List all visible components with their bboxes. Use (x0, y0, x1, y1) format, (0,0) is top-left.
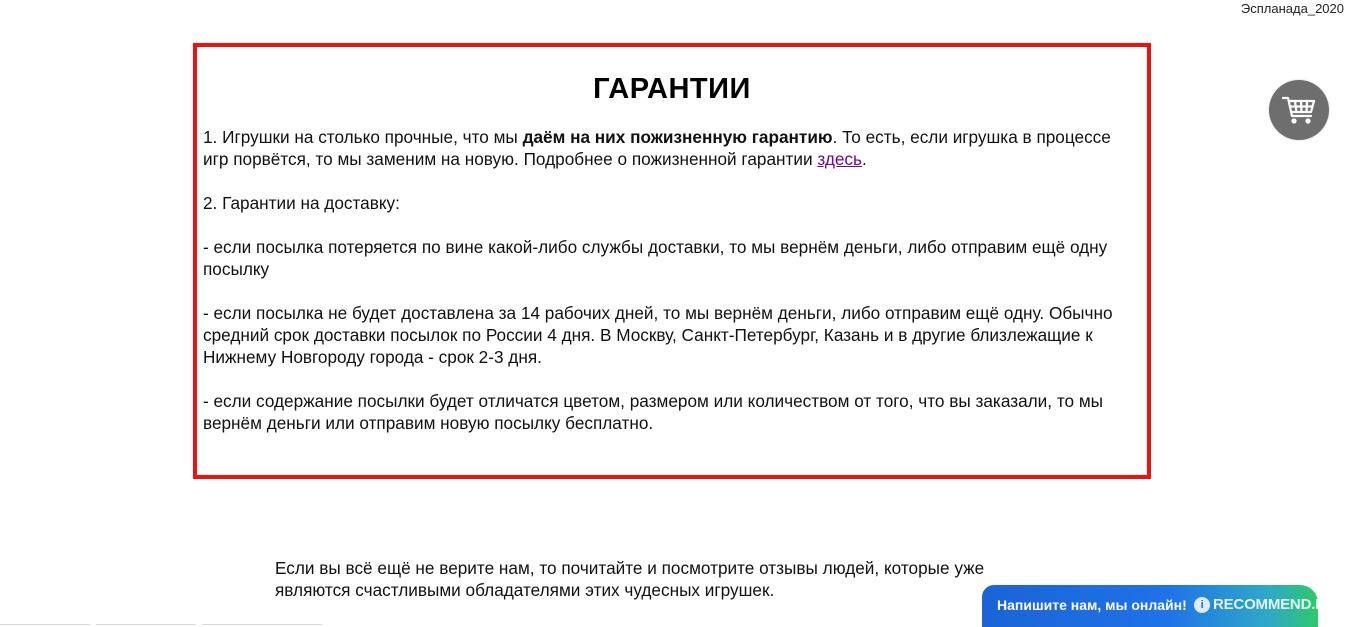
chat-label: Напишите нам, мы онлайн! (997, 597, 1187, 613)
cart-button[interactable] (1269, 80, 1329, 140)
reviews-invitation-text: Если вы всё ещё не верите нам, то почитайте и посмотрите отзывы людей, которые уже являются счастливыми обладателями этих чудесных игрушек. (275, 558, 985, 600)
delivery-late-item: - если посылка не будет доставлена за 14 рабочих дней, то мы вернём деньги, либо отправим ещё одну. Обычно средний срок доставки посылок по России 4 дня. В Москву, Санкт-Петербург, Казань и в другие близлежащие к Нижнему Новгороду города - срок 2-3 дня. (203, 303, 1113, 367)
lifetime-text-start: 1. Игрушки на столько прочные, что мы (203, 127, 523, 147)
lifetime-guarantee-link[interactable]: здесь (817, 149, 862, 169)
guarantee-paragraph-lifetime (203, 126, 1141, 170)
lifetime-text-middle: . То есть, если игрушка в процессе игр порвётся, то мы заменим на новую. Подробнее о пожизненной гарантии (203, 127, 1111, 169)
delivery-guarantee-heading: 2. Гарантии на доставку: (203, 193, 400, 213)
watermark-text: RECOMMEND.RU (1213, 596, 1337, 613)
username-label: Эспланада_2020 (1240, 1, 1344, 16)
watermark-badge-icon: i (1194, 597, 1210, 613)
lifetime-text-end: . (861, 149, 867, 169)
delivery-wrong-item: - если содержание посылки будет отличатся цветом, размером или количеством от того, что вы заказали, то мы вернём деньги или отправим новую посылку бесплатно. (203, 391, 1103, 433)
delivery-lost-item: - если посылка потеряется по вине какой-либо службы доставки, то мы вернём деньги, либо отправим ещё одну посылку (203, 237, 1108, 279)
guarantees-title: ГАРАНТИИ (593, 73, 751, 105)
lifetime-bold-text: даём на них пожизненную гарантию (522, 127, 833, 147)
guarantees-panel (193, 43, 1151, 479)
watermark (1194, 596, 1336, 613)
shopping-cart-icon (1282, 95, 1316, 125)
